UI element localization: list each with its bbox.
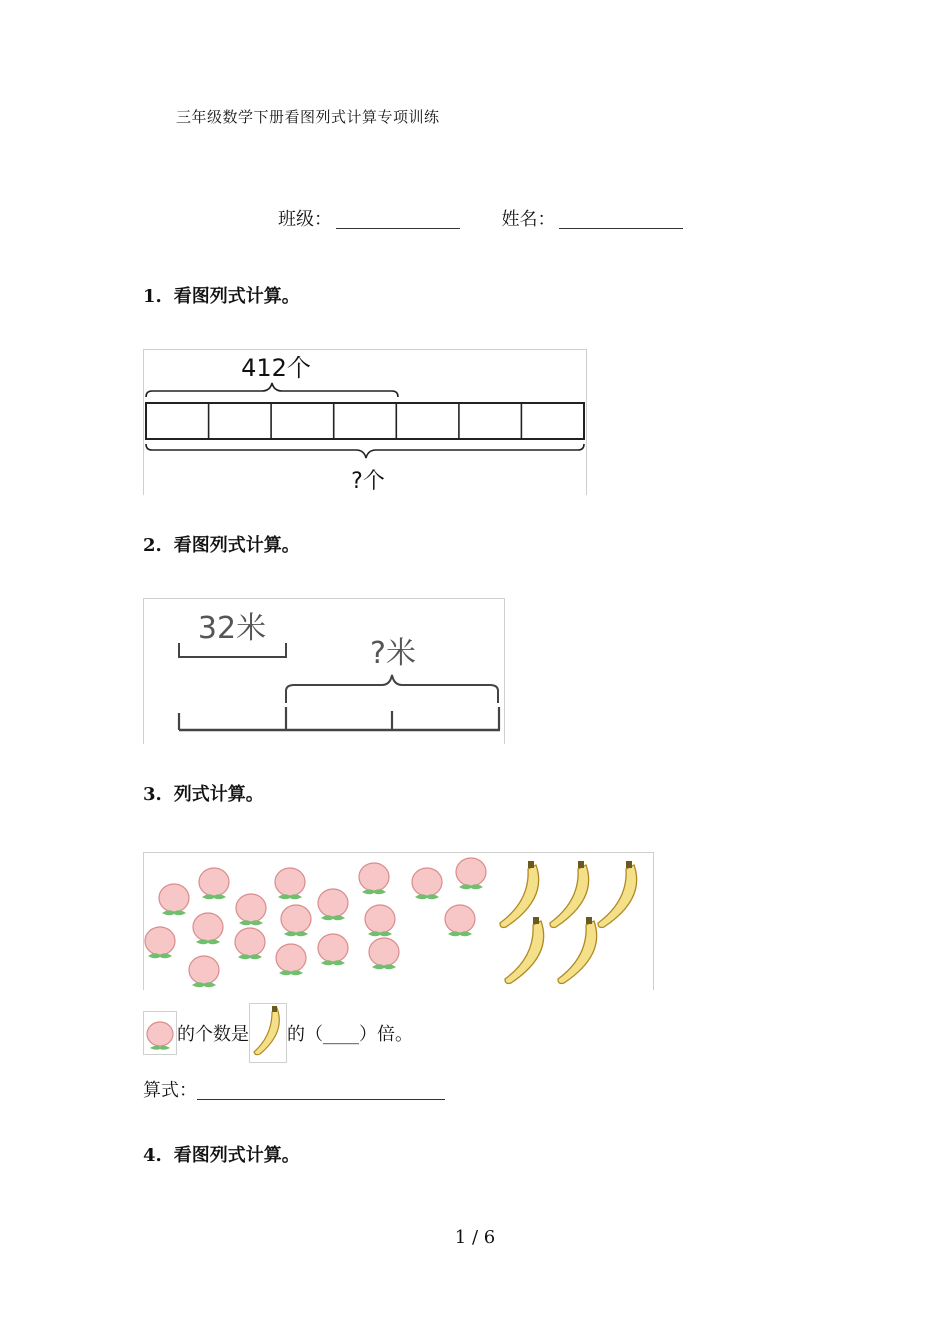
q1-top-brace: [146, 383, 398, 397]
q1-bottom-label: ?个: [351, 469, 385, 494]
peach: [456, 858, 486, 889]
question-2-instruction: 看图列式计算。: [173, 535, 300, 556]
question-3-heading: [143, 780, 264, 806]
peach: [412, 868, 442, 899]
peach: [445, 905, 475, 936]
banana: [598, 861, 637, 928]
peach: [193, 913, 223, 944]
q1-bottom-brace: [146, 444, 584, 458]
peach: [145, 927, 175, 958]
peach: [275, 868, 305, 899]
question-1-heading: [143, 282, 300, 308]
peach: [365, 905, 395, 936]
question-3-number: 3.: [143, 784, 162, 805]
document-title: 三年级数学下册看图列式计算专项训练: [176, 108, 440, 126]
q2-right-label: ?米: [370, 636, 416, 671]
question-3-figure: [143, 852, 654, 990]
banana: [500, 861, 539, 928]
formula-label: 算式：: [143, 1080, 197, 1101]
question-4-heading: [143, 1141, 300, 1167]
class-blank[interactable]: [336, 210, 460, 229]
banana: [558, 917, 597, 984]
name-blank[interactable]: [559, 210, 683, 229]
peach: [318, 934, 348, 965]
peach: [318, 889, 348, 920]
name-label: 姓名：: [501, 209, 556, 230]
peach: [189, 956, 219, 987]
question-3-instruction: 列式计算。: [173, 784, 264, 805]
page-number: 1 / 6: [454, 1227, 496, 1248]
formula-answer-line[interactable]: [197, 1081, 445, 1100]
banana: [505, 917, 544, 984]
question-1-instruction: 看图列式计算。: [173, 286, 300, 307]
fruit-picture: [144, 853, 653, 991]
question-2-heading: [143, 531, 300, 557]
question-1-number: 1.: [143, 286, 162, 307]
formula-row: [143, 1076, 445, 1102]
prompt-mid-text: 的个数是: [177, 1024, 249, 1045]
peach: [159, 884, 189, 915]
question-2-figure: [143, 598, 505, 744]
q2-right-brace: [286, 675, 498, 703]
peach: [281, 905, 311, 936]
question-1-figure: [143, 349, 587, 495]
q2-top-label: 32米: [197, 611, 267, 646]
question-2-number: 2.: [143, 535, 162, 556]
peach-icon: [143, 1011, 177, 1055]
banana: [550, 861, 589, 928]
peach: [359, 863, 389, 894]
class-label: 班级：: [278, 209, 332, 230]
question-4-instruction: 看图列式计算。: [173, 1145, 300, 1166]
peach: [369, 938, 399, 969]
banana-icon: [249, 1003, 287, 1063]
peach: [276, 944, 306, 975]
question-3-prompt: [143, 1003, 413, 1063]
peach: [235, 928, 265, 959]
q1-segment-bar: [146, 403, 584, 439]
peach: [236, 894, 266, 925]
q1-top-label: 412个: [241, 354, 311, 382]
student-info-row: [278, 205, 683, 231]
question-4-number: 4.: [143, 1145, 162, 1166]
prompt-end-text[interactable]: 的（____）倍。: [287, 1024, 413, 1045]
q2-segment-ticks: [179, 707, 499, 730]
peach: [199, 868, 229, 899]
